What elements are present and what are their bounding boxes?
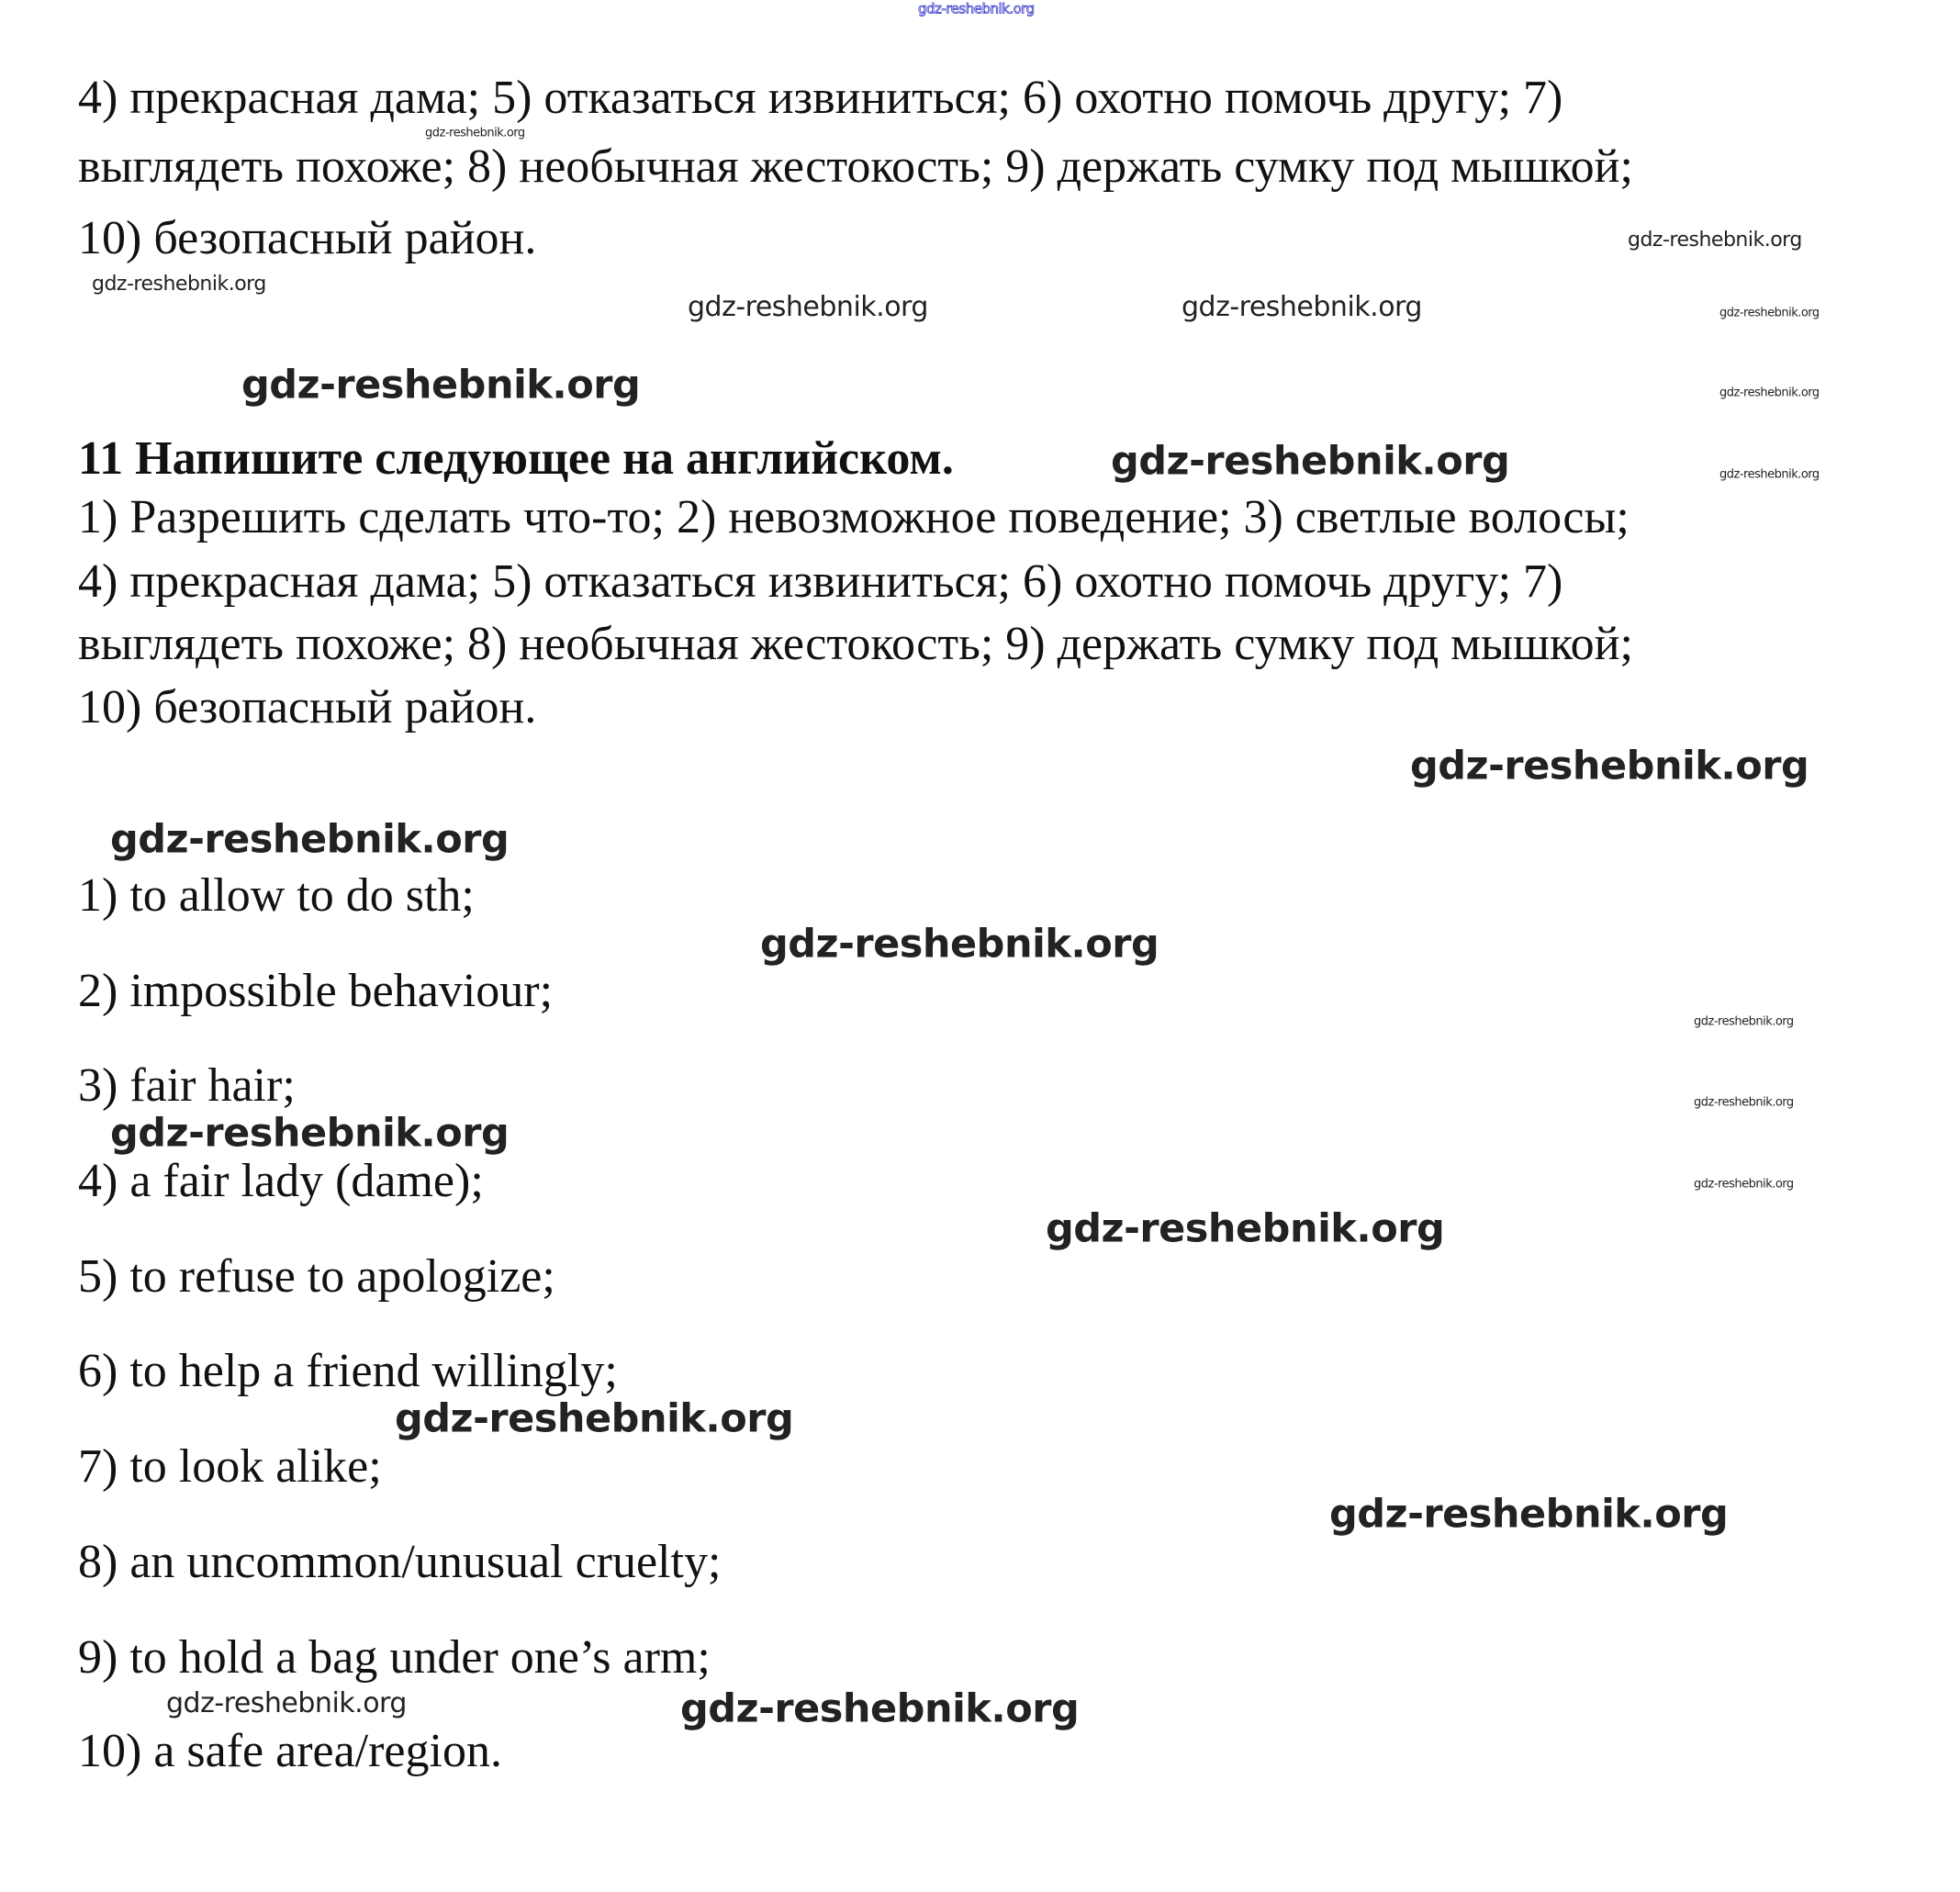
watermark: gdz-reshebnik.org bbox=[1719, 306, 1820, 320]
watermark: gdz-reshebnik.org bbox=[1410, 743, 1809, 789]
text-line: выглядеть похоже; 8) необычная жестокость; 9) держать сумку под мышкой; bbox=[78, 618, 1633, 670]
watermark: gdz-reshebnik.org bbox=[1694, 1014, 1794, 1029]
watermark: gdz-reshebnik.org bbox=[1628, 229, 1802, 252]
watermark: gdz-reshebnik.org bbox=[1719, 467, 1820, 482]
answer-item: 8) an uncommon/unusual cruelty; bbox=[78, 1536, 722, 1588]
watermark: gdz-reshebnik.org bbox=[241, 362, 641, 409]
watermark: gdz-reshebnik.org bbox=[92, 273, 266, 296]
answer-item: 9) to hold a bag under one’s arm; bbox=[78, 1631, 711, 1684]
text-line: 1) Разрешить сделать что-то; 2) невозможное поведение; 3) светлые волосы; bbox=[78, 491, 1630, 543]
watermark: gdz-reshebnik.org bbox=[1329, 1491, 1729, 1538]
text-line: выглядеть похоже; 8) необычная жестокость; 9) держать сумку под мышкой; bbox=[78, 140, 1633, 193]
watermark: gdz-reshebnik.org bbox=[425, 126, 525, 140]
watermark: gdz-reshebnik.org bbox=[395, 1395, 794, 1442]
answer-item: 2) impossible behaviour; bbox=[78, 965, 554, 1017]
answer-item: 4) a fair lady (dame); bbox=[78, 1155, 484, 1207]
watermark: gdz-reshebnik.org bbox=[1694, 1177, 1794, 1192]
top-watermark: gdz-reshebnik.org bbox=[918, 0, 1035, 17]
answer-item: 5) to refuse to apologize; bbox=[78, 1250, 555, 1303]
watermark: gdz-reshebnik.org bbox=[760, 921, 1159, 968]
text-line: 10) безопасный район. bbox=[78, 212, 537, 264]
text-line: 10) безопасный район. bbox=[78, 681, 537, 733]
answer-item: 6) to help a friend willingly; bbox=[78, 1345, 618, 1397]
text-line: 4) прекрасная дама; 5) отказаться извиниться; 6) охотно помочь другу; 7) bbox=[78, 555, 1563, 608]
watermark: gdz-reshebnik.org bbox=[1111, 438, 1510, 485]
watermark: gdz-reshebnik.org bbox=[166, 1687, 407, 1719]
watermark: gdz-reshebnik.org bbox=[1694, 1095, 1794, 1110]
answer-item: 10) a safe area/region. bbox=[78, 1725, 502, 1777]
watermark: gdz-reshebnik.org bbox=[110, 1110, 510, 1157]
answer-item: 7) to look alike; bbox=[78, 1440, 382, 1493]
watermark: gdz-reshebnik.org bbox=[110, 816, 510, 863]
task-heading: 11 Напишите следующее на английском. bbox=[78, 432, 954, 485]
watermark: gdz-reshebnik.org bbox=[1046, 1205, 1445, 1252]
answer-item: 3) fair hair; bbox=[78, 1059, 296, 1112]
watermark: gdz-reshebnik.org bbox=[680, 1685, 1080, 1732]
watermark: gdz-reshebnik.org bbox=[688, 291, 928, 323]
answer-item: 1) to allow to do sth; bbox=[78, 869, 475, 922]
text-line: 4) прекрасная дама; 5) отказаться извиниться; 6) охотно помочь другу; 7) bbox=[78, 72, 1563, 124]
watermark: gdz-reshebnik.org bbox=[1182, 291, 1422, 323]
watermark: gdz-reshebnik.org bbox=[1719, 386, 1820, 400]
